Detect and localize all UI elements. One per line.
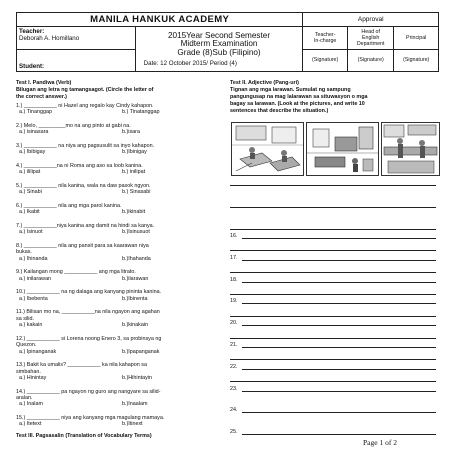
choice-b[interactable]: b.)Inaalam <box>122 401 148 408</box>
question-text: Quezon. <box>16 342 37 349</box>
student-cell[interactable] <box>17 49 136 71</box>
answer-number: 16. <box>230 233 238 239</box>
choice-b[interactable]: b.)ilarawan <box>122 275 149 282</box>
writing-line[interactable] <box>230 229 436 230</box>
choice-b[interactable]: b.)Ihahanda <box>122 255 151 262</box>
writing-line[interactable] <box>230 185 436 186</box>
choice-a[interactable]: a.) Ihinanda <box>19 255 48 262</box>
choice-a[interactable]: a.) Ipinanganak <box>19 348 57 355</box>
choice-a[interactable]: a.) ililipat <box>19 169 41 176</box>
signature-3[interactable]: (Signature) <box>394 49 439 71</box>
choice-a[interactable]: a.) Sinabi <box>19 189 42 196</box>
exam-title-1: 2015Year Second Semester <box>167 30 271 40</box>
choice-b[interactable]: b.)Ibinenta <box>122 295 148 302</box>
answer-number: 19. <box>230 298 238 305</box>
question-text: 1.) ___________ ni Hazel ang regalo kay Cindy kahapon. <box>16 103 154 109</box>
question-text: 4.) ___________na ni Roma ang aso sa loob kanina. <box>16 163 143 169</box>
question-text: 3.) ___________ na niya ang pagsusulit sa inyo kahapon. <box>16 143 155 149</box>
choice-b[interactable]: b.)Hihintayin <box>122 375 152 381</box>
writing-line[interactable] <box>230 359 436 360</box>
choice-b[interactable]: b.)Itinext <box>122 421 143 428</box>
answer-number: 25. <box>230 429 238 436</box>
choice-b[interactable]: b.)isara <box>122 129 140 136</box>
answer-number: 17. <box>230 254 238 261</box>
choice-a[interactable]: a.) Itetext <box>19 421 42 428</box>
test-3-title: Test III. Pagsasalin (Translation of Vocabulary Terms) <box>16 433 152 439</box>
picture-classroom <box>231 122 304 176</box>
test-2-instruction-3: bagay sa larawan. (Look at the pictures, and write 10 <box>230 101 365 107</box>
test-2-instruction-4: sentences that describe the situation.) <box>230 108 329 114</box>
test-2-instruction-1: Tignan ang mga larawan. Sumulat ng sampung <box>230 87 351 93</box>
answer-line[interactable] <box>242 282 436 283</box>
school-name: MANILA HANKUK ACADEMY <box>17 13 303 27</box>
teacher-label: Teacher: <box>19 28 45 36</box>
picture-living-room <box>306 122 379 176</box>
test-1-title: Test I. Pandiwa (Verb) <box>16 80 72 86</box>
question-text: 14.) ___________ pa ngayon ng guro ang nangyare sa silid- <box>16 388 161 395</box>
answer-line[interactable] <box>242 325 436 326</box>
choice-b[interactable]: b.)Isinusuot <box>122 229 150 236</box>
writing-line[interactable] <box>230 272 436 273</box>
writing-line[interactable] <box>230 338 436 339</box>
choice-b[interactable]: b.)Ipapanganak <box>122 348 160 355</box>
answer-number: 21. <box>230 342 238 348</box>
test-2-title: Test II. Adjective (Pang-uri) <box>230 80 299 86</box>
exam-date: Date: 12 October 2015/ Period (4) <box>143 59 237 67</box>
question-text: 6.) ___________ nila ang mga parol kanina. <box>16 203 122 209</box>
question-text: 12.) ___________ si Lorena noong Enero 3, sa probinsya ng <box>16 335 162 342</box>
answer-line[interactable] <box>242 369 436 370</box>
choice-b[interactable]: b.)ikinabit <box>122 209 146 216</box>
choice-b[interactable]: b.)kinakain <box>122 322 149 329</box>
choice-a[interactable]: a.) Ikabit <box>19 209 40 216</box>
writing-line[interactable] <box>230 250 436 251</box>
choice-b[interactable]: b.) inilipat <box>122 169 146 176</box>
approval-label: Approval <box>303 13 439 27</box>
question-text: 2.) Melo, _________mo na ang pinto at gabi na. <box>16 123 131 129</box>
student-label: Student: <box>19 63 45 70</box>
choice-a[interactable]: a.) isinasara <box>19 129 49 136</box>
principal-label: Principal <box>394 27 439 49</box>
writing-line[interactable] <box>230 316 436 317</box>
question-text: 9.) Kailangan mong ___________ ang mga litrato. <box>16 269 136 276</box>
answer-number: 23. <box>230 385 238 392</box>
signature-2[interactable]: (Signature) <box>347 49 394 71</box>
choice-a[interactable]: a.) inilarawan <box>19 275 52 282</box>
writing-line[interactable] <box>230 381 436 382</box>
question-text: 8.) ___________ nila ang pansit para sa kaarawan niya <box>16 243 149 249</box>
choice-a[interactable]: a.) Tinanggap <box>19 109 52 116</box>
teacher-name: Deborah A. Homillano <box>19 35 80 43</box>
answer-number: 24. <box>230 407 238 414</box>
answer-number: 20. <box>230 320 238 327</box>
exam-title-2: Midterm Examination <box>180 39 258 49</box>
answer-line[interactable] <box>242 347 436 348</box>
question-text: 5.) ___________ nila kanina, wala na daw pasok ngyon. <box>16 183 151 189</box>
choice-b[interactable]: b.) Sinasabi <box>122 189 151 196</box>
answer-number: 18. <box>230 276 238 283</box>
picture-kitchen <box>381 122 440 176</box>
writing-line[interactable] <box>230 294 436 295</box>
test-1-instruction-2: the correct answer.) <box>16 94 67 100</box>
teacher-in-charge-label: Teacher- In-charge <box>303 27 348 49</box>
choice-a[interactable]: a.) Hinintay <box>19 375 47 381</box>
question-text: simbahan. <box>16 368 41 375</box>
page-number: Page 1 of 2 <box>363 438 397 447</box>
answer-line[interactable] <box>242 391 436 392</box>
choice-a[interactable]: a.) kakain <box>19 322 43 329</box>
answer-line[interactable] <box>242 303 436 304</box>
answer-line[interactable] <box>242 238 436 239</box>
exam-title-3: Grade (8)Sub (Filipino) <box>177 47 261 57</box>
choice-a[interactable]: a.) Ibibigay <box>19 149 46 156</box>
choice-b[interactable]: b.)Ibinigay <box>122 149 147 156</box>
question-text: aralan. <box>16 395 33 401</box>
question-text: 13.) Bakit ka umalis? ___________ ka nila kahapon sa <box>16 362 147 369</box>
test-2-instruction-2: pangungusap na mag lalarawan sa situwasyon o mga <box>230 94 368 100</box>
writing-line[interactable] <box>230 207 436 208</box>
choice-b[interactable]: b.) Tinatanggap <box>122 109 160 116</box>
choice-a[interactable]: a.) Inalam <box>19 401 43 408</box>
question-text: 10.) ___________ na ng dalaga ang kanyang pininta kanina. <box>16 289 162 296</box>
answer-line[interactable] <box>242 412 436 413</box>
question-text: bukas. <box>16 249 32 256</box>
answer-number: 22. <box>230 363 238 370</box>
test-1-instruction-1: Bilugan ang letra ng tamangsagot. (Circle the letter of <box>16 87 154 93</box>
question-text: 7.) ___________niya kanina ang damit na hindi sa kanya. <box>16 223 155 229</box>
signature-1[interactable]: (Signature) <box>303 49 348 71</box>
question-text: 15.) ___________ niya ang kanyang mga magulang mamaya. <box>16 415 165 421</box>
choice-a[interactable]: a.) Isinuot <box>19 229 43 236</box>
choice-a[interactable]: a.) Ibebenta <box>19 295 48 302</box>
exam-header <box>16 12 439 72</box>
teacher-cell <box>17 27 136 49</box>
answer-line[interactable] <box>242 260 436 261</box>
exam-title-cell <box>135 27 303 72</box>
department-head-label: Head of English Department <box>347 27 394 49</box>
question-text: 11.) Bilisan mo na, ___________na nila ngayon ang agahan <box>16 309 160 316</box>
answer-line[interactable] <box>242 434 436 435</box>
question-text: sa silid. <box>16 315 34 322</box>
